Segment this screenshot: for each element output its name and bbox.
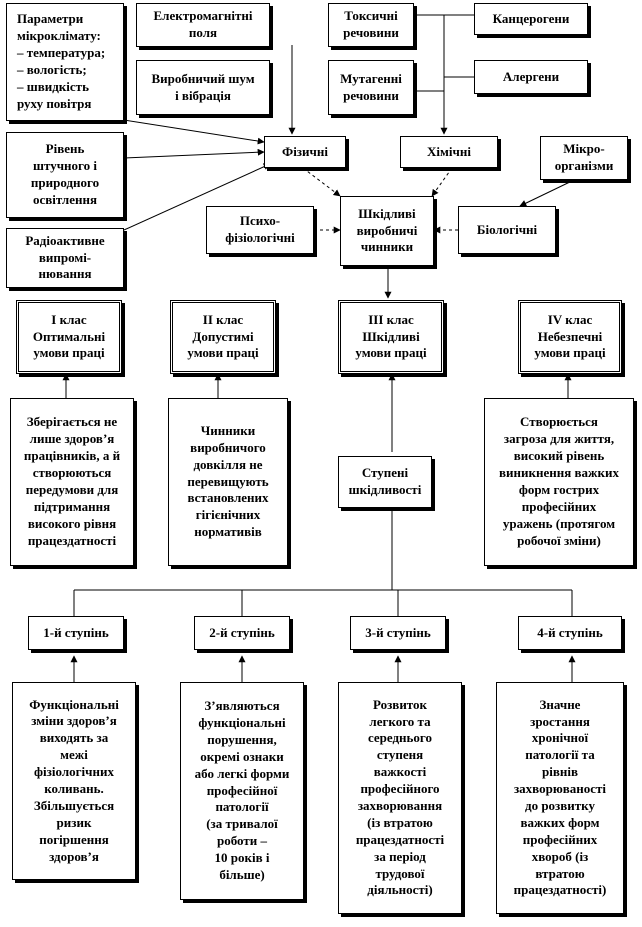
class3-box: III клас Шкідливі умови праці <box>338 300 444 374</box>
mutagenic-box: Мутагенні речовини <box>328 60 414 115</box>
step1-description: Функціональні зміни здоров’я виходять за межі фізіологічних коливань. Збільшується ризик погіршення здоров’я <box>12 682 136 880</box>
connector-microclimate-physical <box>124 120 264 142</box>
noise-box: Виробничий шум і вібрація <box>136 60 270 115</box>
harmful-factors-box: Шкідливі виробничі чинники <box>340 196 434 266</box>
allergens-box: Алергени <box>474 60 588 94</box>
step4-description: Значне зростання хронічної патології та рівнів захворюваності до розвитку важких форм професійних хвороб (із втратою працездатності) <box>496 682 624 914</box>
step2-description: З’являються функціональні порушення, окремі ознаки або легкі форми професійної патології (за тривалої роботи – 10 років і більше) <box>180 682 304 900</box>
connector-chemical-bracket <box>414 15 444 91</box>
step4-box: 4-й ступінь <box>518 616 622 650</box>
electromagnetic-box: Електромагнітні поля <box>136 3 270 47</box>
biological-box: Біологічні <box>458 206 556 254</box>
class4-description: Створюється загроза для життя, високий рівень виникнення важких форм гострих професійних уражень (протягом робочої зміни) <box>484 398 634 566</box>
connector-lighting-physical <box>124 152 264 158</box>
chemical-box: Хімічні <box>400 136 498 168</box>
class4-box: IV клас Небезпечні умови праці <box>518 300 622 374</box>
microorganisms-box: Мікро- організми <box>540 136 628 180</box>
class1-box: I клас Оптимальні умови праці <box>16 300 122 374</box>
connector-physical-harmful <box>303 168 340 196</box>
class2-description: Чинники виробничого довкілля не перевищують встановлених гігієнічних нормативів <box>168 398 288 566</box>
connector-microorganisms-biological <box>520 180 574 206</box>
step3-description: Розвиток легкого та середнього ступеня важкості професійного захворювання (із втратою працездатності за період трудової діяльності) <box>338 682 462 914</box>
step1-box: 1-й ступінь <box>28 616 124 650</box>
step3-box: 3-й ступінь <box>350 616 446 650</box>
step2-box: 2-й ступінь <box>194 616 290 650</box>
class2-box: II клас Допустимі умови праці <box>170 300 276 374</box>
toxic-box: Токсичні речовини <box>328 3 414 47</box>
physical-box: Фізичні <box>264 136 346 168</box>
carcinogens-box: Канцерогени <box>474 3 588 35</box>
radiation-box: Радіоактивне випромі- нювання <box>6 228 124 288</box>
class1-description: Зберігається не лише здоров’я працівників, а й створюються передумови для підтримання високого рівня працездатності <box>10 398 134 566</box>
degrees-box: Ступені шкідливості <box>338 456 432 508</box>
connector-chemical-harmful <box>432 168 452 196</box>
psycho-box: Психо- фізіологічні <box>206 206 314 254</box>
lighting-box: Рівень штучного і природного освітлення <box>6 132 124 218</box>
microclimate-box: Параметри мікроклімату: – температура; – вологість; – швидкість руху повітря <box>6 3 124 121</box>
